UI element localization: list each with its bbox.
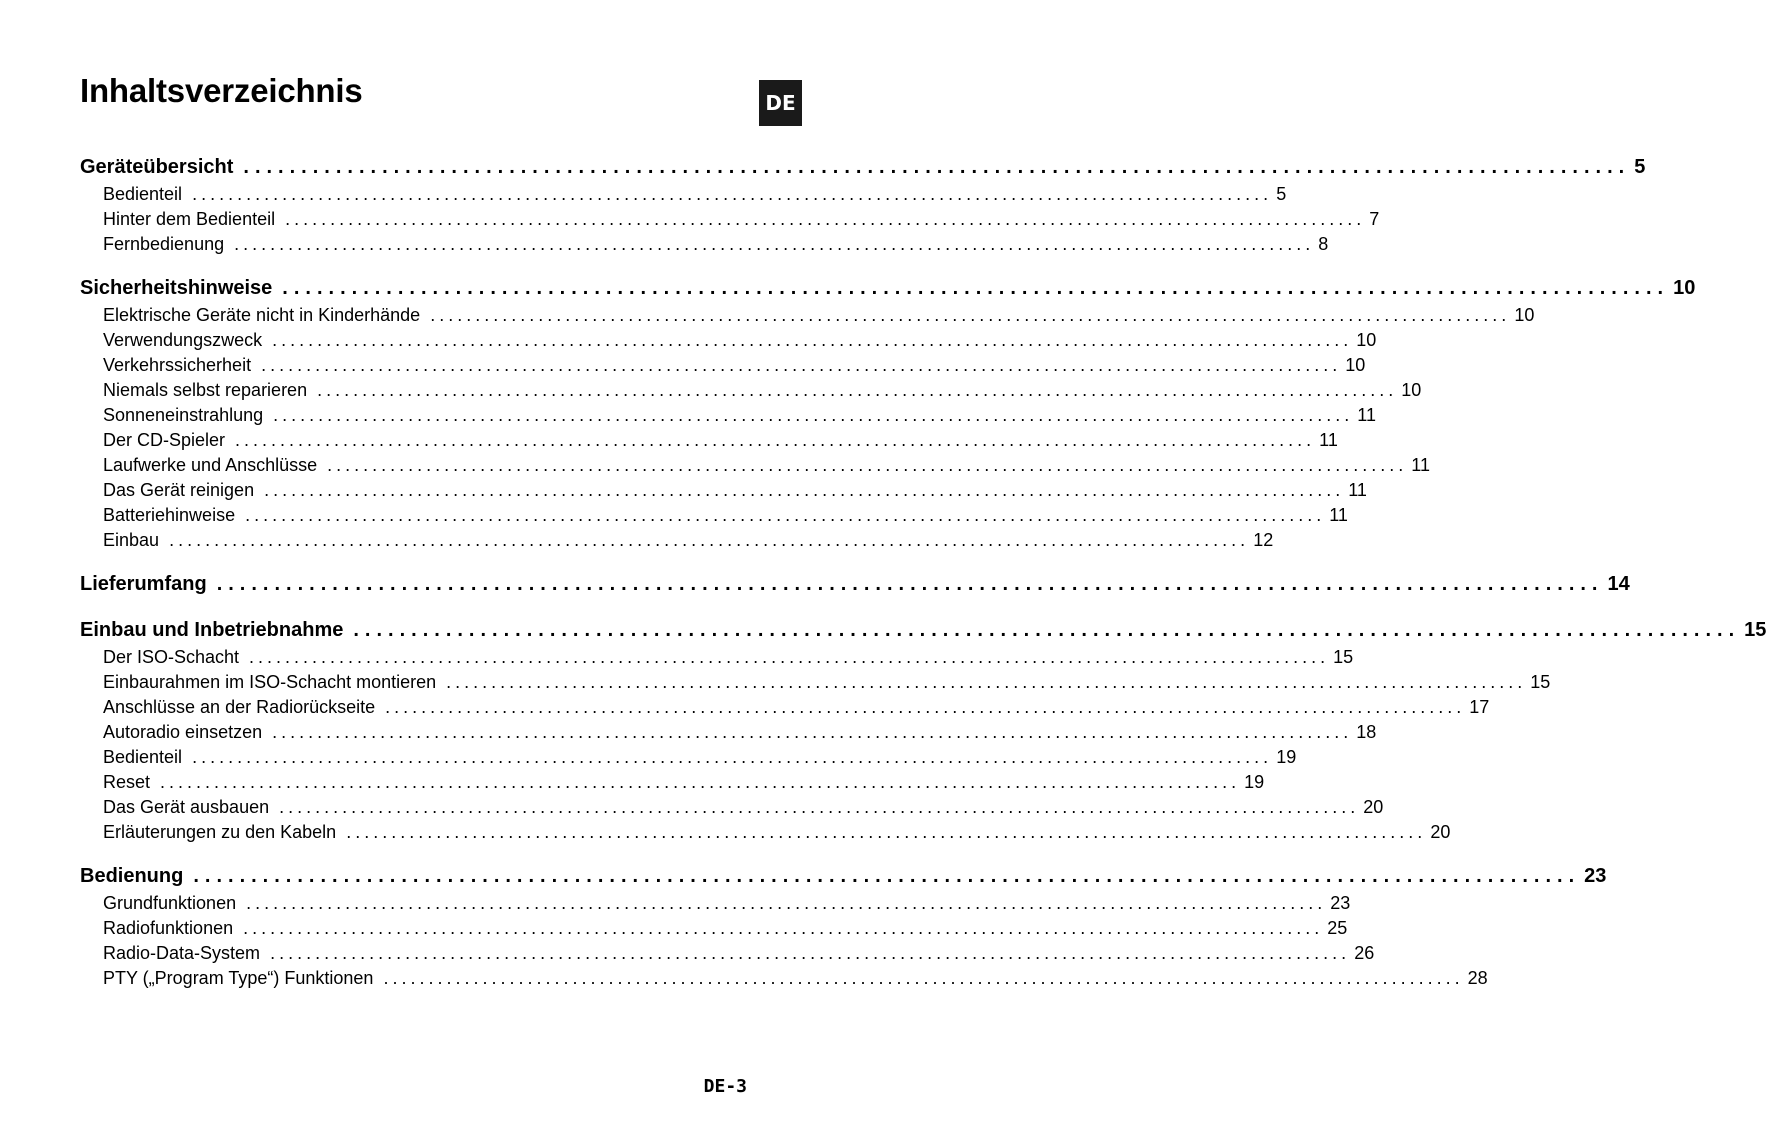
section-title: Bedienung: [80, 865, 184, 887]
dot-leader: ........................................................................................................................: [273, 405, 1354, 425]
toc-entry: [80, 795, 1384, 820]
page-ref: 20: [1430, 822, 1451, 842]
page-ref: 11: [1357, 405, 1376, 425]
toc-entry: [80, 303, 1535, 328]
toc-entry: [80, 182, 1287, 207]
entry-label: Anschlüsse an der Radiorückseite: [103, 697, 376, 717]
entry-label: Erläuterungen zu den Kabeln: [103, 822, 337, 842]
toc-entry: [80, 820, 1451, 845]
toc-entry: [80, 328, 1377, 353]
toc-section-row: [80, 861, 1607, 891]
page-ref: 15: [1530, 672, 1551, 692]
dot-leader: ........................................................................................................................: [249, 647, 1330, 667]
entry-label: Hinter dem Bedienteil: [103, 209, 276, 229]
page-ref: 8: [1318, 234, 1329, 254]
entry-label: Elektrische Geräte nicht in Kinderhände: [103, 305, 421, 325]
toc-entry: [80, 941, 1375, 966]
toc-section: [80, 152, 1646, 257]
page-ref: 19: [1244, 772, 1265, 792]
page-ref: 5: [1634, 156, 1646, 178]
page-ref: 23: [1330, 893, 1351, 913]
toc-section: [80, 861, 1607, 991]
toc-section: [80, 615, 1766, 845]
entry-label: Niemals selbst reparieren: [103, 380, 308, 400]
toc-section-row: [80, 152, 1646, 182]
dot-leader: ........................................................................................................................: [327, 455, 1408, 475]
page-ref: 12: [1253, 530, 1274, 550]
page-ref: 7: [1369, 209, 1380, 229]
toc-entry: [80, 503, 1348, 528]
page-ref: 11: [1411, 455, 1430, 475]
entry-label: Einbaurahmen im ISO-Schacht montieren: [103, 672, 437, 692]
section-title: Sicherheitshinweise: [80, 277, 273, 299]
toc-entry: [80, 770, 1265, 795]
toc-section: [80, 569, 1630, 599]
entry-label: Fernbedienung: [103, 234, 225, 254]
dot-leader: ........................................................................................................................: [192, 747, 1273, 767]
dot-leader: ........................................................................................................................: [192, 184, 1273, 204]
dot-leader: ........................................................................................................................: [317, 380, 1398, 400]
page-ref: 10: [1401, 380, 1422, 400]
dot-leader: ........................................................................................................................: [385, 697, 1466, 717]
section-title: Einbau und Inbetriebnahme: [80, 619, 344, 641]
page-ref: 23: [1584, 865, 1607, 887]
dot-leader: ........................................................................................................................: [282, 277, 1670, 299]
entry-label: Sonneneinstrahlung: [103, 405, 264, 425]
toc-entry: [80, 478, 1367, 503]
entry-label: Grundfunktionen: [103, 893, 237, 913]
entry-label: Bedienteil: [103, 184, 183, 204]
entry-label: Das Gerät reinigen: [103, 480, 255, 500]
page-ref: 20: [1363, 797, 1384, 817]
entry-label: Der ISO-Schacht: [103, 647, 240, 667]
page-ref: 10: [1345, 355, 1366, 375]
dot-leader: ........................................................................................................................: [264, 480, 1345, 500]
dot-leader: ........................................................................................................................: [430, 305, 1511, 325]
dot-leader: ........................................................................................................................: [272, 722, 1353, 742]
entry-label: Radiofunktionen: [103, 918, 234, 938]
section-title: Lieferumfang: [80, 573, 207, 595]
toc-entry: [80, 207, 1380, 232]
dot-leader: ........................................................................................................................: [346, 822, 1427, 842]
entry-label: Bedienteil: [103, 747, 183, 767]
toc-entry: [80, 891, 1351, 916]
entry-label: Verkehrssicherheit: [103, 355, 252, 375]
dot-leader: ........................................................................................................................: [245, 505, 1326, 525]
dot-leader: ........................................................................................................................: [353, 619, 1741, 641]
page-ref: 11: [1329, 505, 1348, 525]
toc-section-row: [80, 615, 1766, 645]
page-ref: 10: [1514, 305, 1535, 325]
toc-entry: [80, 645, 1354, 670]
entry-label: Autoradio einsetzen: [103, 722, 263, 742]
dot-leader: ........................................................................................................................: [261, 355, 1342, 375]
toc-entry: [80, 428, 1338, 453]
dot-leader: ........................................................................................................................: [235, 430, 1316, 450]
dot-leader: ........................................................................................................................: [243, 918, 1324, 938]
entry-label: Einbau: [103, 530, 160, 550]
entry-label: PTY („Program Type“) Funktionen: [103, 968, 374, 988]
page-ref: 26: [1354, 943, 1375, 963]
page-ref: 11: [1348, 480, 1367, 500]
page-number: DE-3: [703, 1076, 747, 1097]
toc-entry: [80, 528, 1274, 553]
toc-entry: [80, 453, 1430, 478]
toc-entry: [80, 232, 1329, 257]
dot-leader: ........................................................................................................................: [446, 672, 1527, 692]
entry-label: Verwendungszweck: [103, 330, 263, 350]
toc-section-row: [80, 569, 1630, 599]
table-of-contents: [80, 152, 1766, 1007]
dot-leader: ........................................................................................................................: [246, 893, 1327, 913]
entry-label: Radio-Data-System: [103, 943, 261, 963]
page-ref: 10: [1673, 277, 1696, 299]
page-ref: 15: [1333, 647, 1354, 667]
language-tab: DE: [759, 80, 802, 126]
page-ref: 18: [1356, 722, 1377, 742]
toc-entry: [80, 378, 1422, 403]
entry-label: Das Gerät ausbauen: [103, 797, 270, 817]
toc-section: [80, 273, 1696, 553]
dot-leader: ........................................................................................................................: [160, 772, 1241, 792]
toc-entry: [80, 720, 1377, 745]
page-ref: 28: [1467, 968, 1488, 988]
page-ref: 17: [1469, 697, 1490, 717]
toc-entry: [80, 695, 1490, 720]
page-ref: 14: [1607, 573, 1630, 595]
page-ref: 19: [1276, 747, 1297, 767]
page-ref: 10: [1356, 330, 1377, 350]
dot-leader: ........................................................................................................................: [193, 865, 1581, 887]
entry-label: Der CD-Spieler: [103, 430, 226, 450]
entry-label: Reset: [103, 772, 151, 792]
page-ref: 5: [1276, 184, 1287, 204]
dot-leader: ........................................................................................................................: [243, 156, 1631, 178]
page-ref: 15: [1744, 619, 1766, 641]
page-ref: 25: [1327, 918, 1348, 938]
toc-entry: [80, 403, 1376, 428]
dot-leader: ........................................................................................................................: [270, 943, 1351, 963]
dot-leader: ........................................................................................................................: [383, 968, 1464, 988]
toc-entry: [80, 916, 1348, 941]
toc-entry: [80, 745, 1297, 770]
section-title: Geräteübersicht: [80, 156, 234, 178]
toc-section-row: [80, 273, 1696, 303]
dot-leader: ........................................................................................................................: [169, 530, 1250, 550]
entry-label: Laufwerke und Anschlüsse: [103, 455, 318, 475]
toc-entry: [80, 670, 1551, 695]
page-ref: 11: [1319, 430, 1338, 450]
dot-leader: ........................................................................................................................: [216, 573, 1604, 595]
toc-entry: [80, 966, 1488, 991]
dot-leader: ........................................................................................................................: [285, 209, 1366, 229]
toc-entry: [80, 353, 1366, 378]
dot-leader: ........................................................................................................................: [272, 330, 1353, 350]
entry-label: Batteriehinweise: [103, 505, 236, 525]
page-title: Inhaltsverzeichnis: [80, 72, 363, 109]
dot-leader: ........................................................................................................................: [279, 797, 1360, 817]
dot-leader: ........................................................................................................................: [234, 234, 1315, 254]
